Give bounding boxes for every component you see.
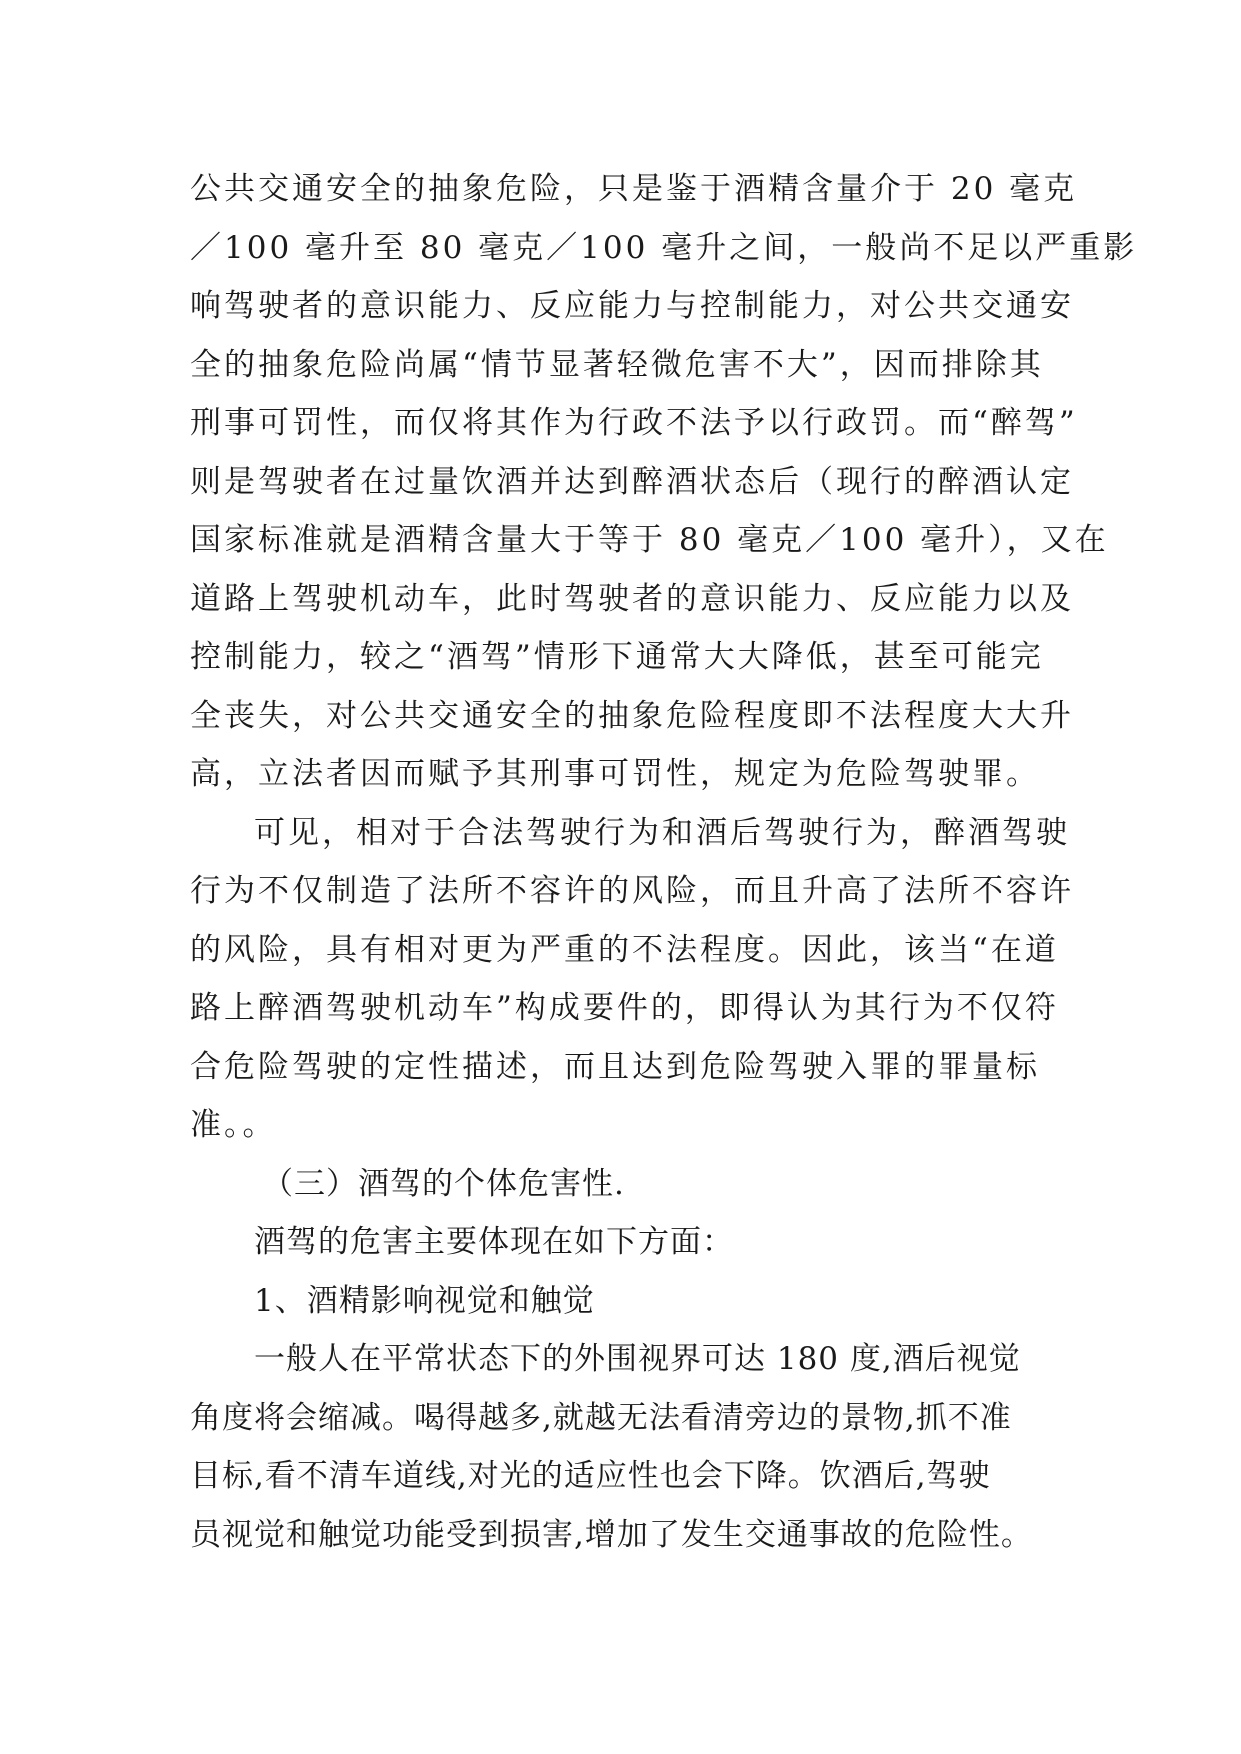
text-line: 员视觉和触觉功能受到损害,增加了发生交通事故的危险性。 [190, 1516, 1033, 1553]
text-line: 准。。 [190, 1107, 277, 1143]
subheading: 1、酒精影响视觉和触觉 [254, 1282, 595, 1319]
text-line: 全的抽象危险尚属“情节显著轻微危害不大”，因而排除其 [190, 346, 1044, 383]
text-line: 行为不仅制造了法所不容许的风险，而且升高了法所不容许 [190, 873, 1074, 909]
text-line: ／100 毫升至 80 毫克／100 毫升之间，一般尚不足以严重影 [190, 229, 1138, 266]
text-line: 刑事可罚性，而仅将其作为行政不法予以行政罚。而“醉驾” [190, 405, 1078, 441]
text-line: 则是驾驶者在过量饮酒并达到醉酒状态后（现行的醉酒认定 [190, 463, 1074, 500]
text-line: 道路上驾驶机动车，此时驾驶者的意识能力、反应能力以及 [190, 580, 1074, 617]
text-line: 公共交通安全的抽象危险，只是鉴于酒精含量介于 20 毫克 [190, 171, 1078, 207]
text-line: 路上醉酒驾驶机动车”构成要件的，即得认为其行为不仅符 [190, 990, 1059, 1026]
section-heading: （三）酒驾的个体危害性. [262, 1165, 625, 1202]
text-line: 高，立法者因而赋予其刑事可罚性，规定为危险驾驶罪。 [190, 756, 1040, 792]
body-text [190, 160, 1138, 1564]
text-line: 角度将会缩减。喝得越多,就越无法看清旁边的景物,抓不准 [190, 1399, 1012, 1436]
paragraph-start-line: 一般人在平常状态下的外围视界可达 180 度,酒后视觉 [254, 1341, 1021, 1377]
text-line: 目标,看不清车道线,对光的适应性也会下降。饮酒后,驾驶 [190, 1458, 991, 1494]
text-line: 控制能力，较之“酒驾”情形下通常大大降低，甚至可能完 [190, 639, 1044, 675]
text-line: 国家标准就是酒精含量大于等于 80 毫克／100 毫升），又在 [190, 522, 1109, 558]
text-line: 的风险，具有相对更为严重的不法程度。因此，该当“在道 [190, 931, 1059, 968]
text-line: 合危险驾驶的定性描述，而且达到危险驾驶入罪的罪量标 [190, 1048, 1040, 1085]
text-line: 全丧失，对公共交通安全的抽象危险程度即不法程度大大升 [190, 697, 1074, 734]
paragraph-start-line: 可见，相对于合法驾驶行为和酒后驾驶行为，醉酒驾驶 [254, 814, 1070, 851]
text-line: 响驾驶者的意识能力、反应能力与控制能力，对公共交通安 [190, 288, 1074, 324]
paragraph-start-line: 酒驾的危害主要体现在如下方面： [254, 1224, 734, 1260]
